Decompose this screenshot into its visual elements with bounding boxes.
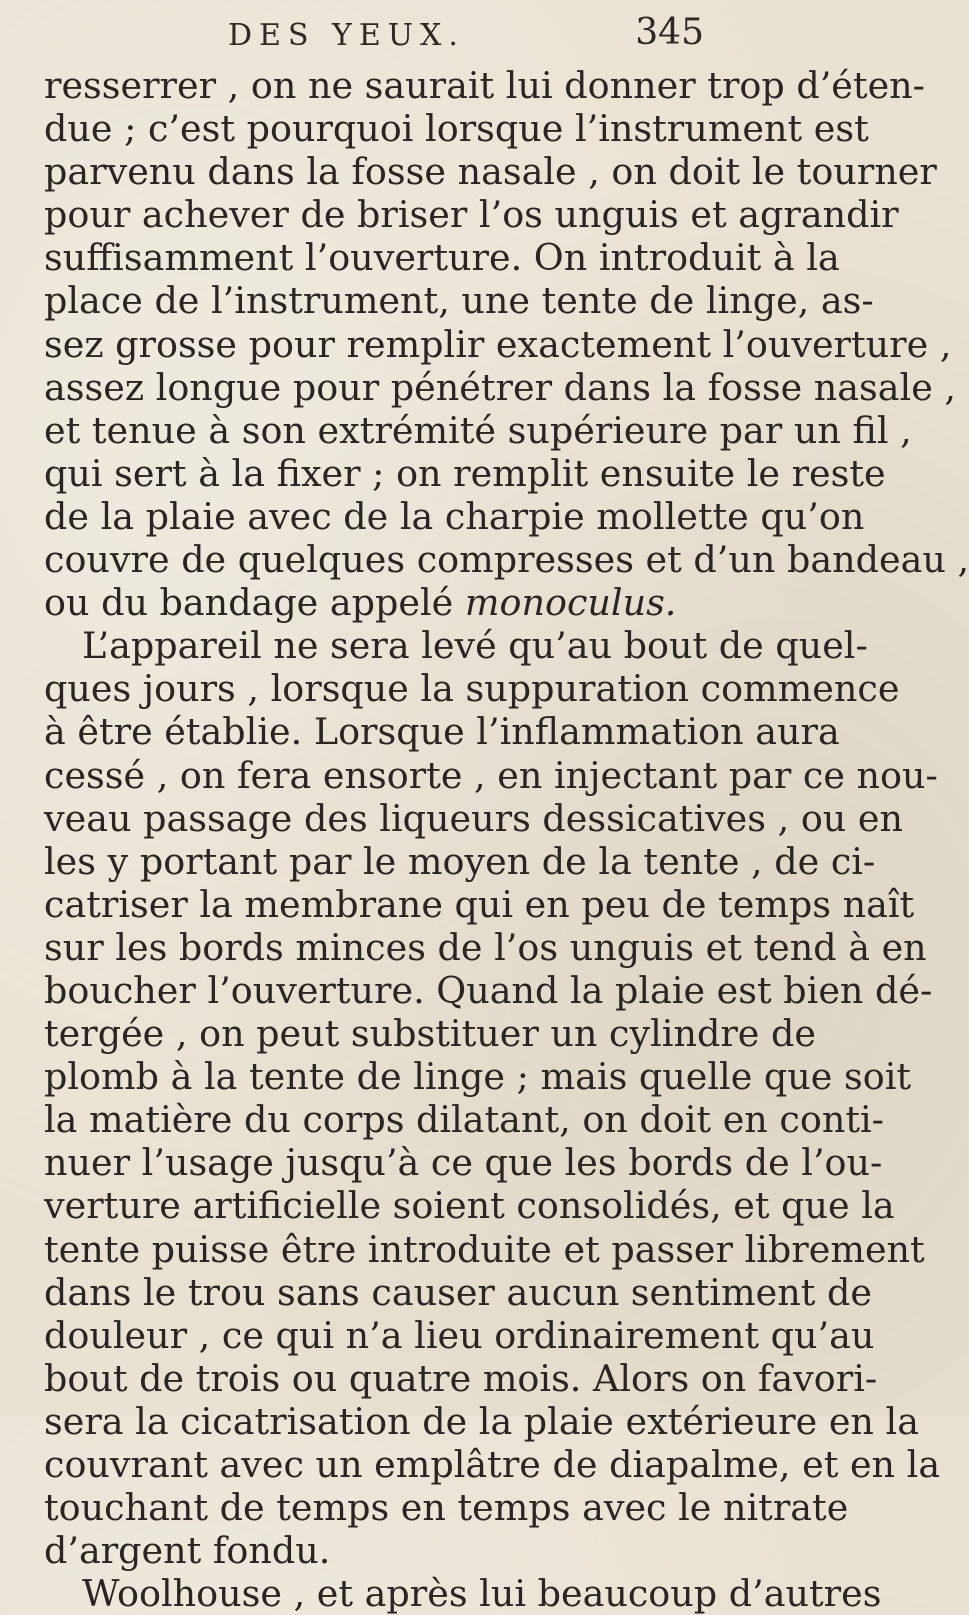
text-line: assez longue pour pénétrer dans la fosse nasale , — [44, 365, 957, 409]
text-line: verture artificielle soient consolidés, et que la — [44, 1184, 895, 1228]
text-line: due ; c’est pourquoi lorsque l’instrument est — [44, 107, 869, 151]
text-line: à être établie. Lorsque l’inflammation aura — [44, 710, 840, 754]
running-title: DES YEUX. — [228, 18, 465, 53]
text-line: dans le trou sans causer aucun sentiment de — [44, 1270, 872, 1314]
italic-term: monoculus. — [464, 581, 677, 625]
text-line: qui sert à la fixer ; on remplit ensuite le reste — [44, 451, 886, 495]
text-line: les y portant par le moyen de la tente , de ci- — [44, 839, 876, 883]
text-line: resserrer , on ne saurait lui donner trop d’éten- — [44, 64, 926, 107]
text-fragment: ou du bandage appelé — [44, 581, 454, 625]
text-line: nuer l’usage jusqu’à ce que les bords de l’ou- — [44, 1141, 883, 1185]
text-line: parvenu dans la fosse nasale , on doit le tourner — [44, 150, 937, 194]
text-line: sez grosse pour remplir exactement l’ouverture , — [44, 322, 952, 366]
paragraph-start-line: L’appareil ne sera levé qu’au bout de quel- — [82, 624, 868, 668]
text-line: touchant de temps en temps avec le nitrate — [44, 1486, 849, 1530]
text-line: bout de trois ou quatre mois. Alors on favori- — [44, 1356, 878, 1400]
text-line: et tenue à son extrémité supérieure par un fil , — [44, 408, 912, 452]
text-line: couvrant avec un emplâtre de diapalme, et en la — [44, 1443, 941, 1486]
text-line: catriser la membrane qui en peu de temps naît — [44, 882, 915, 926]
text-line: veau passage des liqueurs dessicatives , ou en — [44, 796, 904, 840]
text-line: couvre de quelques compresses et d’un bandeau , — [44, 538, 969, 582]
text-line: tergée , on peut substituer un cylindre de — [44, 1012, 816, 1056]
running-head — [0, 10, 800, 58]
body-text — [44, 64, 969, 1615]
text-line: cessé , on fera ensorte , en injectant par ce nou- — [44, 753, 938, 797]
paragraph-start-line: Woolhouse , et après lui beaucoup d’autres — [82, 1572, 882, 1615]
text-line: boucher l’ouverture. Quand la plaie est bien dé- — [44, 968, 933, 1012]
text-line: sera la cicatrisation de la plaie extérieure en la — [44, 1399, 919, 1443]
text-line: ques jours , lorsque la suppuration commence — [44, 667, 900, 711]
text-line: plomb à la tente de linge ; mais quelle que soit — [44, 1055, 912, 1099]
text-line: la matière du corps dilatant, on doit en conti- — [44, 1098, 884, 1142]
text-line: de la plaie avec de la charpie mollette qu’on — [44, 494, 865, 538]
text-line: d’argent fondu. — [44, 1529, 331, 1573]
text-line: sur les bords minces de l’os unguis et tend à en — [44, 925, 927, 969]
text-line: douleur , ce qui n’a lieu ordinairement qu’au — [44, 1313, 875, 1357]
text-line — [44, 581, 784, 624]
text-line: suffisamment l’ouverture. On introduit à la — [44, 236, 840, 280]
text-line: pour achever de briser l’os unguis et agrandir — [44, 193, 899, 237]
page-number: 345 — [635, 12, 704, 53]
text-line: tente puisse être introduite et passer librement — [44, 1227, 925, 1271]
text-line: place de l’instrument, une tente de linge, as- — [44, 279, 874, 323]
